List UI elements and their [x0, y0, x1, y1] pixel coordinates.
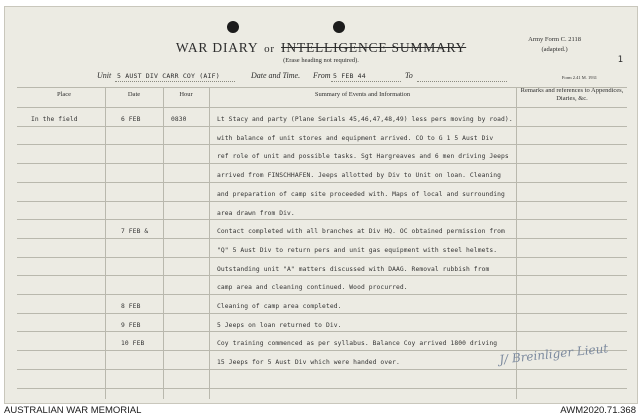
- column-header-hour: Hour: [179, 91, 193, 98]
- entry-place: In the field: [31, 116, 78, 123]
- diary-sheet: [4, 6, 638, 404]
- from-value: 5 FEB 44: [333, 72, 366, 80]
- entry-summary: ref role of unit and possible tasks. Sgt Hargreaves and 6 men driving Jeeps: [217, 153, 509, 161]
- entry-date: 8 FEB: [121, 303, 141, 310]
- column-header-date: Date: [127, 91, 141, 98]
- entry-summary: "Q" 5 Aust Div to return pers and unit gas equipment with steel helmets.: [217, 246, 498, 254]
- date-time-label: Date and Time.: [251, 71, 301, 80]
- entry-hour: 0830: [171, 116, 187, 123]
- to-label: To: [405, 71, 413, 80]
- unit-underline: [115, 81, 235, 82]
- row-rule: [17, 369, 627, 370]
- column-header-summary: Summary of Events and Information: [314, 91, 411, 98]
- printer-mark: Form 2.41 M. 1931: [561, 75, 597, 80]
- to-underline: [417, 81, 507, 82]
- column-header-remarks: Remarks and references to Appendices, Diaries, &c.: [520, 87, 624, 102]
- punch-hole-left: [227, 21, 239, 33]
- entry-summary: camp area and cleaning continued. Wood procurred.: [217, 284, 408, 292]
- row-rule: [17, 388, 627, 389]
- page-number: 1: [617, 55, 623, 65]
- header-rule: [17, 87, 627, 88]
- row-rule: [17, 126, 627, 127]
- punch-hole-right: [333, 21, 345, 33]
- footer-institution: AUSTRALIAN WAR MEMORIAL: [4, 405, 142, 416]
- heading-note: (Erase heading not required).: [283, 57, 359, 64]
- entry-summary: 5 Jeeps on loan returned to Div.: [217, 321, 342, 329]
- row-rule: [17, 163, 627, 164]
- entry-date: 9 FEB: [121, 321, 141, 329]
- row-rule: [17, 331, 627, 332]
- from-underline: [331, 81, 401, 82]
- entry-summary: Cleaning of camp area completed.: [217, 303, 342, 310]
- row-rule: [17, 201, 627, 202]
- entry-summary: Coy training commenced as per syllabus. Balance Coy arrived 1800 driving: [217, 340, 498, 348]
- header-rule: [17, 107, 627, 108]
- entry-summary: area drawn from Div.: [217, 209, 295, 217]
- row-rule: [17, 238, 627, 239]
- row-rule: [17, 182, 627, 183]
- entry-summary: with balance of unit stores and equipment arrived. CO to G 1 5 Aust Div: [217, 134, 494, 142]
- unit-value: 5 AUST DIV CARR COY (AIF): [117, 72, 220, 80]
- column-rule: [105, 87, 106, 399]
- row-rule: [17, 275, 627, 276]
- entry-summary: Lt Stacy and party (Plane Serials 45,46,47,48,49) less pers moving by road).: [217, 116, 513, 123]
- form-identifier: Army Form C. 2118 (adapted.): [528, 36, 581, 53]
- from-label: From: [313, 71, 331, 80]
- column-header-place: Place: [56, 91, 72, 98]
- unit-label: Unit: [97, 71, 112, 80]
- row-rule: [17, 257, 627, 258]
- entry-summary: 15 Jeeps for 5 Aust Div which were handed over.: [217, 359, 400, 367]
- entry-date: 6 FEB: [121, 116, 141, 123]
- row-rule: [17, 294, 627, 295]
- row-rule: [17, 144, 627, 145]
- row-rule: [17, 313, 627, 314]
- entry-date: 7 FEB &: [121, 228, 149, 236]
- column-rule: [163, 87, 164, 399]
- row-rule: [17, 219, 627, 220]
- entry-summary: arrived from FINSCHHAFEN. Jeeps allotted by Div to Unit on loan. Cleaning: [217, 172, 502, 180]
- entry-summary: Outstanding unit "A" matters discussed with DAAG. Removal rubbish from: [217, 265, 490, 273]
- entry-summary: Contact completed with all branches at Div HQ. OC obtained permission from: [217, 228, 505, 236]
- entry-summary: and preparation of camp site proceeded with. Maps of local and surrounding: [217, 190, 505, 198]
- footer-accession: AWM2020.71.368: [560, 405, 636, 416]
- entry-date: 10 FEB: [121, 340, 145, 348]
- officer-signature: J/ Breinliger Lieut: [498, 341, 609, 367]
- page-title: WAR DIARY or INTELLIGENCE SUMMARY: [175, 40, 467, 55]
- column-rule: [209, 87, 210, 399]
